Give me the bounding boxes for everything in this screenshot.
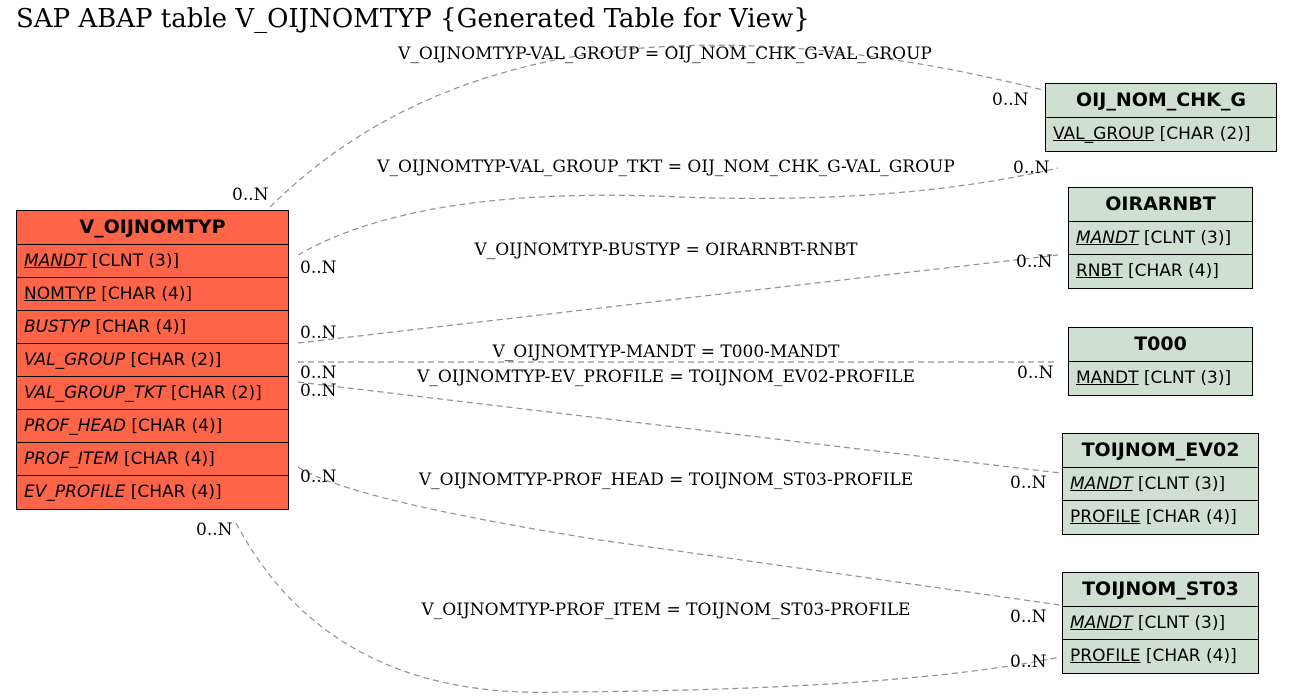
cardinality-label: 0..N [196, 520, 233, 540]
field-type: [CHAR (4)] [1145, 507, 1237, 527]
field-type: [CHAR (4)] [123, 449, 215, 469]
field-type: [CHAR (2)] [1159, 124, 1251, 144]
field-row [1046, 118, 1276, 151]
field-type: [CHAR (4)] [101, 284, 193, 304]
relation-label: V_OIJNOMTYP-PROF_HEAD = TOIJNOM_ST03-PROFILE [418, 470, 914, 490]
relation-label: V_OIJNOMTYP-VAL_GROUP_TKT = OIJ_NOM_CHK_G-VAL_GROUP [377, 157, 955, 177]
entity-title: T000 [1069, 328, 1252, 362]
field-type: [CLNT (3)] [1137, 613, 1226, 633]
diagram-title: SAP ABAP table V_OIJNOMTYP {Generated Table for View} [16, 4, 810, 34]
relation-label: V_OIJNOMTYP-EV_PROFILE = TOIJNOM_EV02-PROFILE [417, 367, 915, 387]
entity-title: OIJ_NOM_CHK_G [1046, 84, 1276, 118]
field-row [1069, 255, 1252, 288]
field-name: MANDT [24, 251, 87, 271]
field-row [17, 311, 288, 344]
relation-label: V_OIJNOMTYP-PROF_ITEM = TOIJNOM_ST03-PROFILE [421, 600, 911, 620]
field-row [1063, 607, 1258, 640]
field-row [1069, 222, 1252, 255]
cardinality-label: 0..N [1013, 158, 1050, 178]
field-type: [CHAR (4)] [130, 482, 222, 502]
field-name: MANDT [1070, 474, 1133, 494]
relation-label: V_OIJNOMTYP-MANDT = T000-MANDT [492, 342, 840, 362]
field-row [17, 245, 288, 278]
entity-title: TOIJNOM_EV02 [1063, 434, 1258, 468]
field-name: NOMTYP [24, 284, 96, 304]
field-type: [CHAR (2)] [170, 383, 262, 403]
field-name: VAL_GROUP [1053, 124, 1155, 144]
field-name: EV_PROFILE [24, 482, 126, 502]
field-row [17, 344, 288, 377]
relation-line [270, 45, 1043, 207]
cardinality-label: 0..N [300, 258, 337, 278]
field-row [17, 278, 288, 311]
field-type: [CHAR (4)] [1145, 646, 1237, 666]
cardinality-label: 0..N [300, 323, 337, 343]
cardinality-label: 0..N [1010, 473, 1047, 493]
field-name: VAL_GROUP [24, 350, 126, 370]
entity-toijnom-ev02 [1062, 433, 1259, 535]
cardinality-label: 0..N [300, 467, 337, 487]
field-row [17, 443, 288, 476]
entity-oij-nom-chk-g [1045, 83, 1277, 152]
cardinality-label: 0..N [300, 363, 337, 383]
field-name: MANDT [1070, 613, 1133, 633]
field-name: RNBT [1076, 261, 1123, 281]
relation-label: V_OIJNOMTYP-BUSTYP = OIRARNBT-RNBT [474, 240, 858, 260]
cardinality-label: 0..N [1010, 652, 1047, 672]
relation-label: V_OIJNOMTYP-VAL_GROUP = OIJ_NOM_CHK_G-VAL_GROUP [398, 44, 932, 64]
entity-title: OIRARNBT [1069, 188, 1252, 222]
field-name: VAL_GROUP_TKT [24, 383, 166, 403]
field-name: PROFILE [1070, 507, 1141, 527]
cardinality-label: 0..N [1016, 252, 1053, 272]
cardinality-label: 0..N [232, 185, 269, 205]
field-type: [CLNT (3)] [1143, 228, 1232, 248]
field-row [17, 377, 288, 410]
entity-title: V_OIJNOMTYP [17, 211, 288, 245]
field-row [17, 476, 288, 509]
entity-title: TOIJNOM_ST03 [1063, 573, 1258, 607]
field-name: MANDT [1076, 368, 1139, 388]
field-type: [CHAR (4)] [131, 416, 223, 436]
cardinality-label: 0..N [300, 381, 337, 401]
field-name: PROFILE [1070, 646, 1141, 666]
field-row [17, 410, 288, 443]
relation-line [298, 382, 1060, 473]
entity-t000 [1068, 327, 1253, 396]
relation-line [298, 255, 1058, 343]
cardinality-label: 0..N [1017, 363, 1054, 383]
field-row [1063, 501, 1258, 534]
field-row [1063, 640, 1258, 673]
entity-oirarnbt [1068, 187, 1253, 289]
field-name: PROF_ITEM [24, 449, 119, 469]
entity-toijnom-st03 [1062, 572, 1259, 674]
field-type: [CHAR (4)] [95, 317, 187, 337]
entity-v-oijnomtyp [16, 210, 289, 510]
field-row [1069, 362, 1252, 395]
cardinality-label: 0..N [992, 90, 1029, 110]
field-name: BUSTYP [24, 317, 90, 337]
field-type: [CLNT (3)] [1143, 368, 1232, 388]
field-type: [CLNT (3)] [91, 251, 180, 271]
field-name: PROF_HEAD [24, 416, 126, 436]
field-name: MANDT [1076, 228, 1139, 248]
field-row [1063, 468, 1258, 501]
field-type: [CHAR (2)] [130, 350, 222, 370]
field-type: [CHAR (4)] [1127, 261, 1219, 281]
cardinality-label: 0..N [1010, 607, 1047, 627]
field-type: [CLNT (3)] [1137, 474, 1226, 494]
